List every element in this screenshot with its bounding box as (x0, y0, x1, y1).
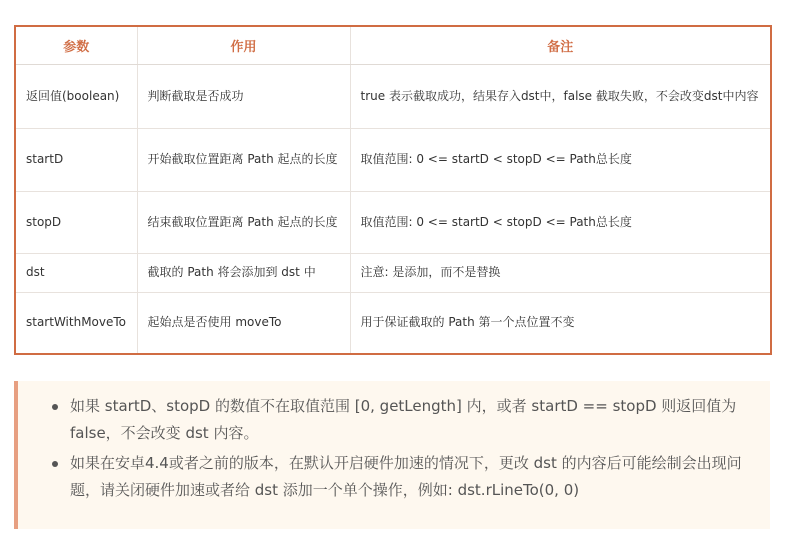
cell-effect: 起始点是否使用 moveTo (137, 292, 350, 354)
cell-note: 取值范围: 0 <= startD < stopD <= Path总长度 (350, 128, 771, 191)
table-row (15, 64, 771, 128)
list-item (62, 450, 750, 504)
table-row (15, 253, 771, 292)
list-item (62, 393, 750, 447)
cell-note: 注意: 是添加，而不是替换 (350, 253, 771, 292)
bullet-icon (52, 461, 58, 467)
header-note: 备注 (350, 26, 771, 64)
cell-effect: 判断截取是否成功 (137, 64, 350, 128)
header-param: 参数 (15, 26, 137, 64)
table-header-row (15, 26, 771, 64)
note-text: 如果 startD、stopD 的数值不在取值范围 [0, getLength] 内，或者 startD == stopD 则返回值为 false，不会改变 dst 内容。 (70, 397, 737, 442)
cell-param: 返回值(boolean) (15, 64, 137, 128)
table-row (15, 128, 771, 191)
note-box (14, 381, 770, 529)
cell-note: 用于保证截取的 Path 第一个点位置不变 (350, 292, 771, 354)
cell-effect: 截取的 Path 将会添加到 dst 中 (137, 253, 350, 292)
header-effect: 作用 (137, 26, 350, 64)
note-list (62, 393, 750, 504)
cell-effect: 开始截取位置距离 Path 起点的长度 (137, 128, 350, 191)
table-row (15, 292, 771, 354)
cell-effect: 结束截取位置距离 Path 起点的长度 (137, 191, 350, 253)
bullet-icon (52, 404, 58, 410)
cell-note: 取值范围: 0 <= startD < stopD <= Path总长度 (350, 191, 771, 253)
cell-param: dst (15, 253, 137, 292)
table-row (15, 191, 771, 253)
cell-param: startWithMoveTo (15, 292, 137, 354)
cell-note: true 表示截取成功，结果存入dst中，false 截取失败，不会改变dst中内容 (350, 64, 771, 128)
cell-param: startD (15, 128, 137, 191)
note-text: 如果在安卓4.4或者之前的版本，在默认开启硬件加速的情况下，更改 dst 的内容后可能绘制会出现问题，请关闭硬件加速或者给 dst 添加一个单个操作，例如: dst.rLineTo(0, 0) (70, 454, 742, 499)
parameters-table (14, 25, 772, 355)
cell-param: stopD (15, 191, 137, 253)
